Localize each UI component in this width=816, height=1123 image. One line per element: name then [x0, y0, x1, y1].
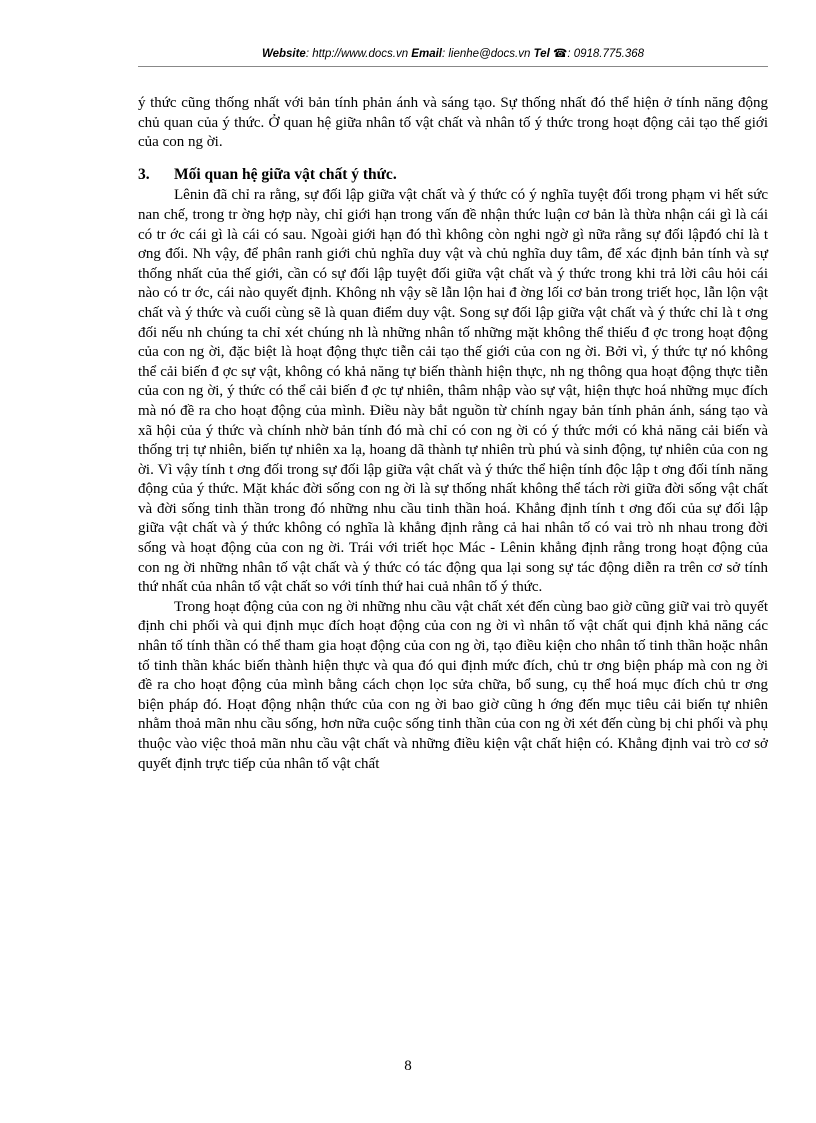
header-divider — [138, 66, 768, 67]
page-number: 8 — [404, 1058, 412, 1074]
email-value: : lienhe@docs.vn — [441, 48, 531, 60]
paragraph-1: ý thức cũng thống nhất với bản tính phản ánh và sáng tạo. Sự thống nhất đó thể hiện ở tính năng động chủ quan của ý thức. Ở quan hệ giữa nhân tố vật chất và nhân tố ý thức trong hoạt động cải tạo thế giới của con ng ời. — [138, 95, 768, 151]
page-body — [138, 94, 768, 774]
email-label: Email — [411, 48, 442, 60]
page-header — [138, 46, 768, 60]
paragraph-3: Trong hoạt động của con ng ời những nhu cầu vật chất xét đến cùng bao giờ cũng giữ vai trò quyết định chi phối và qui định mục đích hoạt động của con ng ời vì nhân tố vật chất qui định khả năng các nhân tố tính thần có thể tham gia hoạt động của con ng ời, tạo điều kiện cho nhân tố tinh thần hoặc nhân tố tinh thần khác biến thành hiện thực và qua đó qui định mức đích, chủ tr ơng biện pháp mà con ng ời đề ra cho hoạt động của mình bằng cách chọn lọc sửa chữa, bổ sung, cụ thể hoá mục đích chủ tr ơng biện pháp đó. Hoạt động nhận thức của con ng ời bao giờ cũng h ớng đến mục tiêu cải biến tự nhiên nhằm thoả mãn nhu cầu sống, hơn nữa cuộc sống tinh thần của con ng ời xét đến cùng bị chi phối và phụ thuộc vào việc thoả mãn nhu cầu vật chất và những điều kiện vật chất hiện có. Khẳng định vai trò cơ sở quyết định trực tiếp của nhân tố vật chất — [138, 598, 768, 772]
section-heading — [138, 165, 768, 185]
section-number: 3. — [138, 165, 150, 183]
website-value: : http://www.docs.vn — [305, 48, 409, 60]
phone-icon: ☎ — [552, 48, 568, 60]
paragraph-2: Lênin đã chỉ ra rằng, sự đối lập giữa vật chất và ý thức có ý nghĩa tuyệt đối trong phạm vi hết sức nan chế, trong tr ờng hợp này, chỉ giới hạn trong vấn đề nhận thức luận cơ bản là thừa nhận cái gì là cái có tr ớc cái gì là cái có sau. Ngoài giới hạn đó thì không còn nghi ngờ gì nữa rằng sự đối lậpđó chỉ là t ơng đối. Nh vậy, để phân ranh giới chủ nghĩa duy vật và chủ nghĩa duy tâm, để xác định bản tính và sự thống nhất của thế giới, cần có sự đối lập tuyệt đối giữa vật chất và ý thức trong khi trả lời câu hỏi cái nào có tr ớc, cái nào quyết định. Không nh vậy sẽ lẫn lộn hai đ ờng lối cơ bản trong triết học, lẫn lộn vật chất và ý thức và cuối cùng sẽ là quan điểm duy vật. Song sự đối lập giữa vật chất và ý thức chỉ là t ơng đối nếu nh chúng ta chỉ xét chúng nh là những nhân tố những mặt không thể thiếu đ ợc trong hoạt động của con ng ời, đặc biệt là hoạt động thực tiễn cải tạo thế giới của con ng ời. Bởi vì, ý thức tự nó không thể cải biến đ ợc sự vật, không có khả năng tự biến thành hiện thực, nh ng thông qua hoạt động thực tiễn của con ng ời, ý thức có thể cải biến đ ợc tự nhiên, thâm nhập vào sự vật, hiện thực hoá những mục đích mà nó đề ra cho hoạt động của mình. Điều này bắt nguồn từ chính ngay bản tính phản ánh, sáng tạo và xã hội của ý thức và chính nhờ bản tính đó mà chỉ có con ng ời có ý thức mới có khả năng cải biến và thống trị tự nhiên, biến tự nhiên xa lạ, hoang dã thành tự nhiên trù phú và sinh động, tự nhiên của con ng ời. Vì vậy tính t ơng đối trong sự đối lập giữa vật chất và ý thức thể hiện tính độc lập t ơng đối tính năng động của ý thức. Mặt khác đời sống con ng ời là sự thống nhất không thể tách rời giữa đời sống vật chất và đời sống tinh thần trong đó những nhu cầu tinh thần hoá. Khẳng định tính t ơng đối của sự đối lập giữa vật chất và ý thức không có nghĩa là khẳng định rằng cả hai nhân tố có vai trò nh nhau trong đời sống và hoạt động của con ng ời. Trái với triết học Mác - Lênin khẳng định rằng trong hoạt động của con ng ời những nhân tố vật chất và ý thức có tác động qua lại song sự tác động diễn ra trên cơ sở tính thứ nhất của nhân tố vật chất so với tính thứ hai cuả nhân tố ý thức. — [138, 187, 768, 596]
section-title: Mối quan hệ giữa vật chất ý thức. — [174, 165, 397, 183]
tel-value: : 0918.775.368 — [567, 48, 645, 60]
tel-label: Tel — [533, 48, 550, 60]
website-label: Website — [261, 48, 306, 60]
